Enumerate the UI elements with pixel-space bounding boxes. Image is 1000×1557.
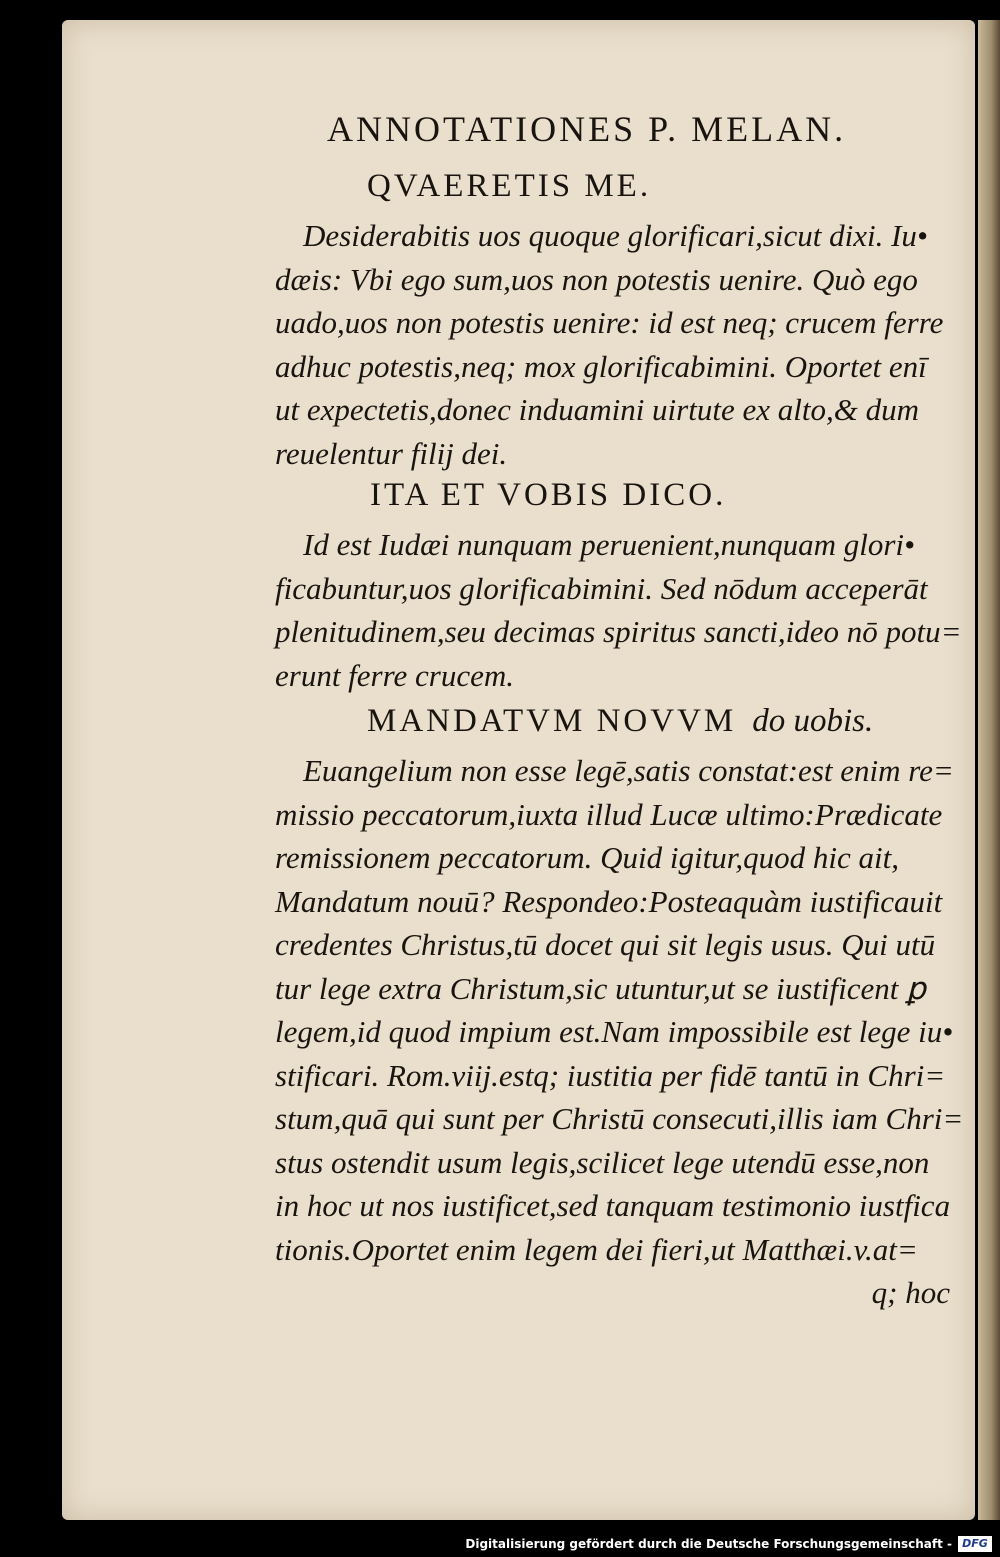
section-heading-text: MANDATVM NOVVM: [367, 703, 737, 739]
text-line: remissionem peccatorum. Quid igitur,quod hic ait,: [275, 840, 899, 875]
page-text-block: [275, 108, 964, 1315]
text-line: reuelentur filij dei.: [275, 435, 508, 471]
footer-credit-text: Digitalisierung gefördert durch die Deutsche Forschungsgemeinschaft -: [465, 1537, 952, 1551]
text-line: Id est Iudæi nunquam peruenient,nunquam glori•: [303, 527, 915, 562]
text-line: tur lege extra Christum,sic utuntur,ut se iustificent ꝑ: [275, 970, 926, 1006]
text-line: stum,quā qui sunt per Christū consecuti,illis iam Chri=: [275, 1101, 964, 1136]
text-line: credentes Christus,tū docet qui sit legis usus. Qui utū: [275, 927, 936, 962]
text-line: plenitudinem,seu decimas spiritus sancti,ideo nō potu=: [275, 614, 962, 649]
text-line: missio peccatorum,iuxta illud Lucæ ultimo:Prædicate: [275, 796, 943, 832]
text-line: ficabuntur,uos glorificabimini. Sed nōdum acceperāt: [275, 570, 928, 606]
digitization-footer: [0, 1527, 1000, 1557]
text-line: erunt ferre crucem.: [275, 657, 515, 693]
text-line: stificari. Rom.viij.estq; iustitia per fidē tantū in Chri=: [275, 1057, 946, 1093]
text-line: ut expectetis,donec induamini uirtute ex alto,& dum: [275, 392, 919, 427]
running-head: ANNOTATIONES P. MELAN.: [327, 109, 847, 149]
book-spine-edge: [978, 20, 1000, 1520]
section-heading-text: ITA ET VOBIS DICO.: [370, 477, 727, 513]
text-line: stus ostendit usum legis,scilicet lege utendū esse,non: [275, 1144, 930, 1180]
text-line: Mandatum nouū? Respondeo:Posteaquàm iustificauit: [275, 883, 943, 919]
section-quaeretis: [275, 168, 950, 475]
section-mandatum-novum: [275, 703, 964, 1271]
text-line: dæis: Vbi ego sum,uos non potestis uenire. Quò ego: [275, 261, 918, 297]
section-heading-text: QVAERETIS ME.: [367, 168, 652, 204]
text-line: tionis.Oportet enim legem dei fieri,ut Matthæi.v.at=: [275, 1231, 918, 1267]
text-line: legem,id quod impium est.Nam impossibile est lege iu•: [275, 1014, 954, 1049]
section-heading: [367, 168, 950, 214]
text-line: adhuc potestis,neq; mox glorificabimini. Oportet enī: [275, 348, 927, 384]
text-line: uado,uos non potestis uenire: id est neq; crucem ferre: [275, 305, 944, 340]
section-ita-et-vobis: [275, 477, 962, 697]
section-heading: [367, 703, 950, 749]
catchword: q; hoc: [871, 1275, 950, 1310]
text-line: Desiderabitis uos quoque glorificari,sicut dixi. Iu•: [303, 218, 928, 253]
text-line: in hoc ut nos iustificet,sed tanquam testimonio iustfica: [275, 1188, 951, 1223]
text-line: Euangelium non esse legē,satis constat:est enim re=: [303, 753, 954, 788]
dfg-logo: DFG: [958, 1536, 992, 1552]
section-heading-tail: do uobis.: [752, 703, 874, 739]
section-heading: [370, 477, 950, 523]
